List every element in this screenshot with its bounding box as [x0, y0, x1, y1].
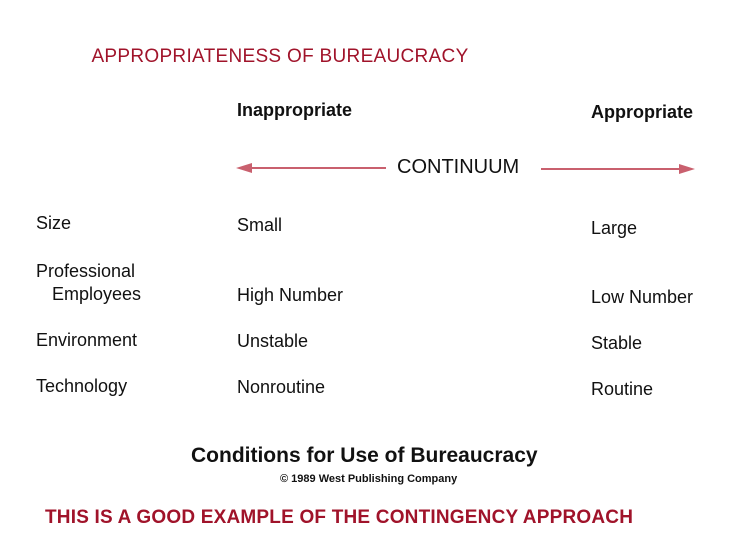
continuum-label: CONTINUUM	[397, 156, 520, 178]
row-label-size: Size	[36, 213, 72, 233]
professional-employees-inappropriate-value: High Number	[237, 285, 344, 305]
technology-inappropriate-value: Nonroutine	[237, 377, 326, 397]
left-arrow	[236, 163, 386, 173]
professional-employees-appropriate-value: Low Number	[591, 287, 694, 307]
size-appropriate-value: Large	[591, 218, 638, 238]
diagram-caption: Conditions for Use of Bureaucracy	[191, 444, 538, 467]
right-arrow	[541, 164, 695, 174]
environment-appropriate-value: Stable	[591, 333, 643, 353]
technology-appropriate-value: Routine	[591, 379, 654, 399]
size-inappropriate-value: Small	[237, 215, 283, 235]
column-heading-inappropriate: Inappropriate	[237, 100, 353, 120]
column-heading-appropriate: Appropriate	[591, 102, 694, 122]
footer-note: THIS IS A GOOD EXAMPLE OF THE CONTINGENCY APPROACH	[45, 507, 634, 528]
environment-inappropriate-value: Unstable	[237, 331, 309, 351]
copyright-notice: © 1989 West Publishing Company	[280, 473, 458, 485]
row-label-professional: Professional	[36, 261, 136, 281]
row-label-technology: Technology	[36, 376, 128, 396]
row-label-environment: Environment	[36, 330, 138, 350]
row-label-employees: Employees	[52, 284, 142, 304]
diagram-title: APPROPRIATENESS OF BUREAUCRACY	[91, 46, 469, 67]
